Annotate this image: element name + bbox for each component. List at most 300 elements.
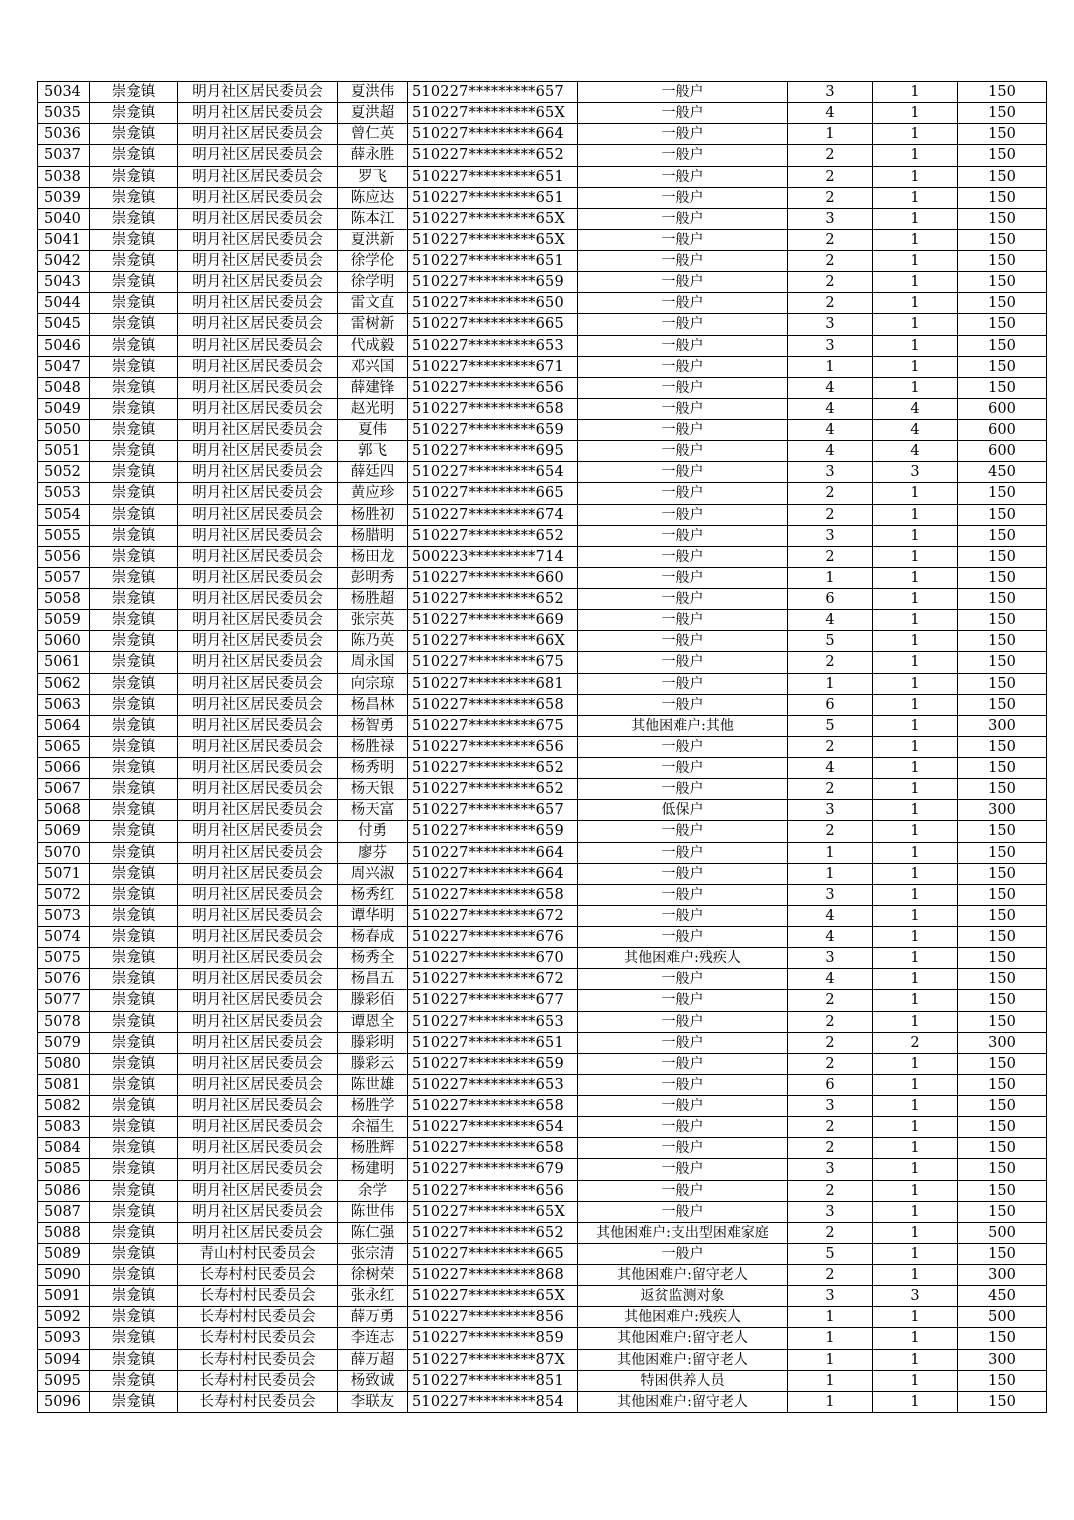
committee-name-cell: 明月社区居民委员会 (178, 335, 338, 356)
row-number-cell: 5044 (38, 293, 90, 314)
household-type-cell: 其他困难户:残疾人 (578, 948, 788, 969)
id-number-cell: 510227*********65X (408, 1286, 578, 1307)
household-size-cell: 3 (788, 314, 873, 335)
town-name-cell: 崇龛镇 (90, 208, 178, 229)
id-number-cell: 510227*********658 (408, 884, 578, 905)
table-row (38, 377, 1047, 398)
committee-name-cell: 明月社区居民委员会 (178, 124, 338, 145)
town-name-cell: 崇龛镇 (90, 1328, 178, 1349)
id-number-cell: 510227*********677 (408, 990, 578, 1011)
household-size-cell: 2 (788, 145, 873, 166)
subsidy-amount-cell: 300 (958, 715, 1047, 736)
row-number-cell: 5046 (38, 335, 90, 356)
town-name-cell: 崇龛镇 (90, 673, 178, 694)
household-type-cell: 一般户 (578, 884, 788, 905)
town-name-cell: 崇龛镇 (90, 758, 178, 779)
committee-name-cell: 明月社区居民委员会 (178, 1201, 338, 1222)
table-row (38, 927, 1047, 948)
id-number-cell: 510227*********665 (408, 483, 578, 504)
town-name-cell: 崇龛镇 (90, 1349, 178, 1370)
household-size-cell: 1 (788, 124, 873, 145)
beneficiary-count-cell: 1 (873, 779, 958, 800)
row-number-cell: 5079 (38, 1032, 90, 1053)
id-number-cell: 510227*********670 (408, 948, 578, 969)
town-name-cell: 崇龛镇 (90, 1243, 178, 1264)
row-number-cell: 5076 (38, 969, 90, 990)
household-type-cell: 一般户 (578, 251, 788, 272)
household-size-cell: 2 (788, 1138, 873, 1159)
town-name-cell: 崇龛镇 (90, 251, 178, 272)
row-number-cell: 5057 (38, 567, 90, 588)
person-name-cell: 廖芬 (338, 842, 408, 863)
committee-name-cell: 明月社区居民委员会 (178, 800, 338, 821)
person-name-cell: 薛廷四 (338, 462, 408, 483)
town-name-cell: 崇龛镇 (90, 610, 178, 631)
beneficiary-count-cell: 1 (873, 1096, 958, 1117)
committee-name-cell: 长寿村村民委员会 (178, 1307, 338, 1328)
id-number-cell: 510227*********653 (408, 1011, 578, 1032)
beneficiary-count-cell: 1 (873, 652, 958, 673)
household-size-cell: 3 (788, 525, 873, 546)
relief-roster-table (37, 81, 1047, 1413)
beneficiary-count-cell: 1 (873, 293, 958, 314)
town-name-cell: 崇龛镇 (90, 124, 178, 145)
person-name-cell: 杨秀红 (338, 884, 408, 905)
person-name-cell: 陈世伟 (338, 1201, 408, 1222)
row-number-cell: 5090 (38, 1265, 90, 1286)
household-size-cell: 1 (788, 1349, 873, 1370)
table-row (38, 842, 1047, 863)
person-name-cell: 杨天富 (338, 800, 408, 821)
town-name-cell: 崇龛镇 (90, 652, 178, 673)
town-name-cell: 崇龛镇 (90, 1201, 178, 1222)
town-name-cell: 崇龛镇 (90, 187, 178, 208)
row-number-cell: 5051 (38, 441, 90, 462)
subsidy-amount-cell: 300 (958, 800, 1047, 821)
table-row (38, 166, 1047, 187)
person-name-cell: 杨胜超 (338, 589, 408, 610)
id-number-cell: 510227*********679 (408, 1159, 578, 1180)
household-type-cell: 一般户 (578, 1243, 788, 1264)
row-number-cell: 5078 (38, 1011, 90, 1032)
subsidy-amount-cell: 150 (958, 758, 1047, 779)
id-number-cell: 510227*********651 (408, 1032, 578, 1053)
household-size-cell: 2 (788, 1053, 873, 1074)
person-name-cell: 代成毅 (338, 335, 408, 356)
household-type-cell: 一般户 (578, 546, 788, 567)
id-number-cell: 510227*********675 (408, 652, 578, 673)
id-number-cell: 510227*********652 (408, 1222, 578, 1243)
id-number-cell: 510227*********65X (408, 103, 578, 124)
household-size-cell: 3 (788, 462, 873, 483)
person-name-cell: 黄应珍 (338, 483, 408, 504)
person-name-cell: 杨建明 (338, 1159, 408, 1180)
beneficiary-count-cell: 1 (873, 736, 958, 757)
committee-name-cell: 明月社区居民委员会 (178, 462, 338, 483)
household-size-cell: 1 (788, 1391, 873, 1412)
subsidy-amount-cell: 150 (958, 1201, 1047, 1222)
row-number-cell: 5073 (38, 905, 90, 926)
row-number-cell: 5087 (38, 1201, 90, 1222)
id-number-cell: 510227*********674 (408, 504, 578, 525)
household-type-cell: 一般户 (578, 208, 788, 229)
household-size-cell: 1 (788, 1328, 873, 1349)
committee-name-cell: 明月社区居民委员会 (178, 103, 338, 124)
town-name-cell: 崇龛镇 (90, 377, 178, 398)
row-number-cell: 5048 (38, 377, 90, 398)
beneficiary-count-cell: 1 (873, 758, 958, 779)
committee-name-cell: 明月社区居民委员会 (178, 715, 338, 736)
subsidy-amount-cell: 150 (958, 145, 1047, 166)
table-row (38, 652, 1047, 673)
id-number-cell: 500223*********714 (408, 546, 578, 567)
row-number-cell: 5081 (38, 1074, 90, 1095)
town-name-cell: 崇龛镇 (90, 1307, 178, 1328)
person-name-cell: 余福生 (338, 1117, 408, 1138)
table-row (38, 251, 1047, 272)
town-name-cell: 崇龛镇 (90, 567, 178, 588)
town-name-cell: 崇龛镇 (90, 166, 178, 187)
id-number-cell: 510227*********868 (408, 1265, 578, 1286)
committee-name-cell: 明月社区居民委员会 (178, 1032, 338, 1053)
id-number-cell: 510227*********656 (408, 1180, 578, 1201)
committee-name-cell: 明月社区居民委员会 (178, 187, 338, 208)
household-size-cell: 1 (788, 842, 873, 863)
person-name-cell: 夏洪伟 (338, 82, 408, 103)
row-number-cell: 5067 (38, 779, 90, 800)
table-row (38, 694, 1047, 715)
committee-name-cell: 明月社区居民委员会 (178, 821, 338, 842)
town-name-cell: 崇龛镇 (90, 272, 178, 293)
table-row (38, 990, 1047, 1011)
id-number-cell: 510227*********651 (408, 166, 578, 187)
town-name-cell: 崇龛镇 (90, 546, 178, 567)
town-name-cell: 崇龛镇 (90, 821, 178, 842)
row-number-cell: 5036 (38, 124, 90, 145)
household-size-cell: 5 (788, 1243, 873, 1264)
subsidy-amount-cell: 450 (958, 462, 1047, 483)
household-type-cell: 其他困难户:留守老人 (578, 1349, 788, 1370)
household-size-cell: 3 (788, 335, 873, 356)
committee-name-cell: 明月社区居民委员会 (178, 1117, 338, 1138)
committee-name-cell: 明月社区居民委员会 (178, 863, 338, 884)
household-type-cell: 一般户 (578, 842, 788, 863)
household-type-cell: 其他困难户:支出型困难家庭 (578, 1222, 788, 1243)
town-name-cell: 崇龛镇 (90, 229, 178, 250)
town-name-cell: 崇龛镇 (90, 103, 178, 124)
table-row (38, 1265, 1047, 1286)
town-name-cell: 崇龛镇 (90, 398, 178, 419)
subsidy-amount-cell: 150 (958, 335, 1047, 356)
beneficiary-count-cell: 1 (873, 589, 958, 610)
subsidy-amount-cell: 150 (958, 166, 1047, 187)
id-number-cell: 510227*********656 (408, 736, 578, 757)
subsidy-amount-cell: 150 (958, 1117, 1047, 1138)
beneficiary-count-cell: 1 (873, 1138, 958, 1159)
id-number-cell: 510227*********650 (408, 293, 578, 314)
id-number-cell: 510227*********659 (408, 1053, 578, 1074)
subsidy-amount-cell: 300 (958, 1032, 1047, 1053)
table-body (38, 82, 1047, 1413)
table-row (38, 1307, 1047, 1328)
committee-name-cell: 明月社区居民委员会 (178, 610, 338, 631)
row-number-cell: 5062 (38, 673, 90, 694)
table-row (38, 420, 1047, 441)
row-number-cell: 5084 (38, 1138, 90, 1159)
table-row (38, 272, 1047, 293)
household-type-cell: 一般户 (578, 525, 788, 546)
town-name-cell: 崇龛镇 (90, 1159, 178, 1180)
person-name-cell: 杨致诚 (338, 1370, 408, 1391)
beneficiary-count-cell: 1 (873, 1391, 958, 1412)
household-type-cell: 一般户 (578, 863, 788, 884)
beneficiary-count-cell: 1 (873, 1053, 958, 1074)
household-type-cell: 一般户 (578, 589, 788, 610)
person-name-cell: 滕彩佰 (338, 990, 408, 1011)
table-row (38, 82, 1047, 103)
town-name-cell: 崇龛镇 (90, 293, 178, 314)
row-number-cell: 5082 (38, 1096, 90, 1117)
committee-name-cell: 明月社区居民委员会 (178, 673, 338, 694)
household-type-cell: 一般户 (578, 736, 788, 757)
town-name-cell: 崇龛镇 (90, 525, 178, 546)
table-row (38, 589, 1047, 610)
household-type-cell: 一般户 (578, 229, 788, 250)
beneficiary-count-cell: 1 (873, 842, 958, 863)
table-row (38, 525, 1047, 546)
committee-name-cell: 明月社区居民委员会 (178, 631, 338, 652)
household-type-cell: 一般户 (578, 1096, 788, 1117)
household-type-cell: 一般户 (578, 335, 788, 356)
row-number-cell: 5064 (38, 715, 90, 736)
town-name-cell: 崇龛镇 (90, 1391, 178, 1412)
person-name-cell: 杨田龙 (338, 546, 408, 567)
row-number-cell: 5060 (38, 631, 90, 652)
table-row (38, 208, 1047, 229)
committee-name-cell: 明月社区居民委员会 (178, 567, 338, 588)
committee-name-cell: 长寿村村民委员会 (178, 1349, 338, 1370)
household-size-cell: 4 (788, 905, 873, 926)
household-size-cell: 1 (788, 356, 873, 377)
beneficiary-count-cell: 1 (873, 272, 958, 293)
subsidy-amount-cell: 150 (958, 842, 1047, 863)
town-name-cell: 崇龛镇 (90, 927, 178, 948)
household-type-cell: 一般户 (578, 145, 788, 166)
town-name-cell: 崇龛镇 (90, 1180, 178, 1201)
subsidy-amount-cell: 150 (958, 863, 1047, 884)
committee-name-cell: 明月社区居民委员会 (178, 356, 338, 377)
beneficiary-count-cell: 4 (873, 398, 958, 419)
person-name-cell: 陈乃英 (338, 631, 408, 652)
beneficiary-count-cell: 1 (873, 1117, 958, 1138)
person-name-cell: 谭恩全 (338, 1011, 408, 1032)
table-row (38, 1138, 1047, 1159)
row-number-cell: 5037 (38, 145, 90, 166)
town-name-cell: 崇龛镇 (90, 420, 178, 441)
household-size-cell: 1 (788, 1307, 873, 1328)
row-number-cell: 5085 (38, 1159, 90, 1180)
household-size-cell: 5 (788, 631, 873, 652)
table-row (38, 758, 1047, 779)
household-size-cell: 3 (788, 884, 873, 905)
table-row (38, 567, 1047, 588)
household-type-cell: 一般户 (578, 420, 788, 441)
person-name-cell: 余学 (338, 1180, 408, 1201)
household-type-cell: 一般户 (578, 166, 788, 187)
id-number-cell: 510227*********672 (408, 905, 578, 926)
row-number-cell: 5045 (38, 314, 90, 335)
table-row (38, 631, 1047, 652)
household-type-cell: 一般户 (578, 990, 788, 1011)
committee-name-cell: 明月社区居民委员会 (178, 546, 338, 567)
id-number-cell: 510227*********851 (408, 1370, 578, 1391)
committee-name-cell: 长寿村村民委员会 (178, 1265, 338, 1286)
household-type-cell: 其他困难户:其他 (578, 715, 788, 736)
row-number-cell: 5080 (38, 1053, 90, 1074)
table-row (38, 1074, 1047, 1095)
household-type-cell: 一般户 (578, 631, 788, 652)
household-type-cell: 一般户 (578, 1032, 788, 1053)
household-size-cell: 4 (788, 969, 873, 990)
household-type-cell: 一般户 (578, 124, 788, 145)
subsidy-amount-cell: 150 (958, 82, 1047, 103)
subsidy-amount-cell: 150 (958, 589, 1047, 610)
person-name-cell: 彭明秀 (338, 567, 408, 588)
row-number-cell: 5091 (38, 1286, 90, 1307)
subsidy-amount-cell: 150 (958, 208, 1047, 229)
beneficiary-count-cell: 1 (873, 1307, 958, 1328)
beneficiary-count-cell: 1 (873, 1159, 958, 1180)
town-name-cell: 崇龛镇 (90, 1222, 178, 1243)
table-row (38, 821, 1047, 842)
household-type-cell: 一般户 (578, 567, 788, 588)
table-row (38, 293, 1047, 314)
table-row (38, 736, 1047, 757)
id-number-cell: 510227*********657 (408, 82, 578, 103)
town-name-cell: 崇龛镇 (90, 948, 178, 969)
beneficiary-count-cell: 1 (873, 1180, 958, 1201)
town-name-cell: 崇龛镇 (90, 884, 178, 905)
id-number-cell: 510227*********652 (408, 758, 578, 779)
town-name-cell: 崇龛镇 (90, 779, 178, 800)
id-number-cell: 510227*********652 (408, 145, 578, 166)
row-number-cell: 5054 (38, 504, 90, 525)
committee-name-cell: 明月社区居民委员会 (178, 927, 338, 948)
household-type-cell: 一般户 (578, 377, 788, 398)
row-number-cell: 5095 (38, 1370, 90, 1391)
beneficiary-count-cell: 1 (873, 251, 958, 272)
beneficiary-count-cell: 1 (873, 1222, 958, 1243)
person-name-cell: 杨秀明 (338, 758, 408, 779)
household-type-cell: 一般户 (578, 1117, 788, 1138)
id-number-cell: 510227*********859 (408, 1328, 578, 1349)
row-number-cell: 5040 (38, 208, 90, 229)
subsidy-amount-cell: 150 (958, 1159, 1047, 1180)
person-name-cell: 杨胜禄 (338, 736, 408, 757)
town-name-cell: 崇龛镇 (90, 1032, 178, 1053)
beneficiary-count-cell: 1 (873, 483, 958, 504)
person-name-cell: 薛建锋 (338, 377, 408, 398)
subsidy-amount-cell: 600 (958, 441, 1047, 462)
committee-name-cell: 明月社区居民委员会 (178, 948, 338, 969)
town-name-cell: 崇龛镇 (90, 82, 178, 103)
town-name-cell: 崇龛镇 (90, 842, 178, 863)
id-number-cell: 510227*********669 (408, 610, 578, 631)
person-name-cell: 邓兴国 (338, 356, 408, 377)
household-size-cell: 1 (788, 567, 873, 588)
committee-name-cell: 明月社区居民委员会 (178, 1180, 338, 1201)
row-number-cell: 5094 (38, 1349, 90, 1370)
household-type-cell: 其他困难户:残疾人 (578, 1307, 788, 1328)
household-size-cell: 2 (788, 736, 873, 757)
table-row (38, 229, 1047, 250)
household-type-cell: 一般户 (578, 905, 788, 926)
subsidy-amount-cell: 150 (958, 1053, 1047, 1074)
table-row (38, 1391, 1047, 1412)
person-name-cell: 雷树新 (338, 314, 408, 335)
table-row (38, 863, 1047, 884)
person-name-cell: 杨昌五 (338, 969, 408, 990)
beneficiary-count-cell: 3 (873, 462, 958, 483)
person-name-cell: 夏洪新 (338, 229, 408, 250)
table-row (38, 356, 1047, 377)
household-type-cell: 一般户 (578, 483, 788, 504)
household-size-cell: 2 (788, 779, 873, 800)
household-size-cell: 2 (788, 1222, 873, 1243)
committee-name-cell: 明月社区居民委员会 (178, 251, 338, 272)
household-size-cell: 6 (788, 589, 873, 610)
subsidy-amount-cell: 150 (958, 293, 1047, 314)
subsidy-amount-cell: 150 (958, 1243, 1047, 1264)
town-name-cell: 崇龛镇 (90, 483, 178, 504)
committee-name-cell: 明月社区居民委员会 (178, 272, 338, 293)
table-row (38, 124, 1047, 145)
committee-name-cell: 明月社区居民委员会 (178, 525, 338, 546)
table-row (38, 335, 1047, 356)
person-name-cell: 杨秀全 (338, 948, 408, 969)
household-size-cell: 2 (788, 652, 873, 673)
person-name-cell: 杨胜初 (338, 504, 408, 525)
subsidy-amount-cell: 150 (958, 610, 1047, 631)
row-number-cell: 5077 (38, 990, 90, 1011)
beneficiary-count-cell: 1 (873, 884, 958, 905)
subsidy-amount-cell: 150 (958, 1328, 1047, 1349)
beneficiary-count-cell: 1 (873, 715, 958, 736)
committee-name-cell: 明月社区居民委员会 (178, 1138, 338, 1159)
id-number-cell: 510227*********654 (408, 1117, 578, 1138)
committee-name-cell: 明月社区居民委员会 (178, 1159, 338, 1180)
household-size-cell: 4 (788, 398, 873, 419)
row-number-cell: 5066 (38, 758, 90, 779)
committee-name-cell: 明月社区居民委员会 (178, 905, 338, 926)
beneficiary-count-cell: 1 (873, 314, 958, 335)
committee-name-cell: 明月社区居民委员会 (178, 504, 338, 525)
household-type-cell: 一般户 (578, 1074, 788, 1095)
person-name-cell: 张永红 (338, 1286, 408, 1307)
row-number-cell: 5089 (38, 1243, 90, 1264)
household-type-cell: 一般户 (578, 1138, 788, 1159)
table-row (38, 1286, 1047, 1307)
id-number-cell: 510227*********695 (408, 441, 578, 462)
committee-name-cell: 明月社区居民委员会 (178, 229, 338, 250)
table-row (38, 1328, 1047, 1349)
beneficiary-count-cell: 1 (873, 821, 958, 842)
subsidy-amount-cell: 150 (958, 694, 1047, 715)
person-name-cell: 杨春成 (338, 927, 408, 948)
household-type-cell: 其他困难户:留守老人 (578, 1391, 788, 1412)
table-row (38, 1096, 1047, 1117)
town-name-cell: 崇龛镇 (90, 969, 178, 990)
